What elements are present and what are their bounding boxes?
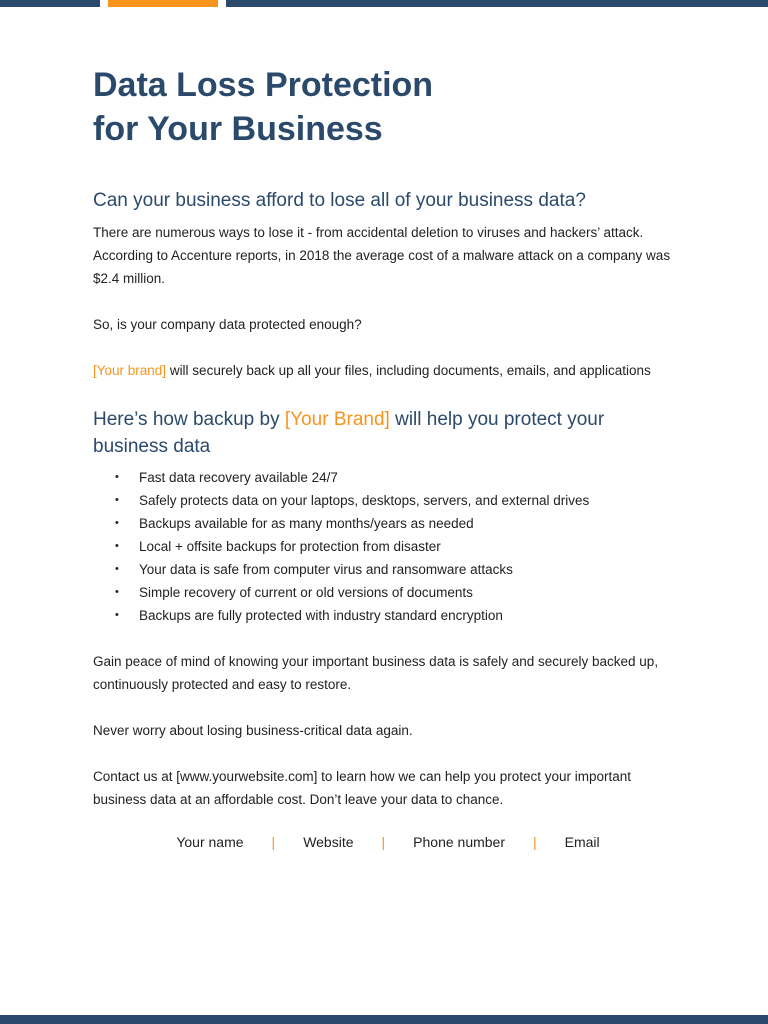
section-heading-afford: Can your business afford to lose all of your business data? bbox=[93, 190, 586, 211]
document-title bbox=[93, 63, 683, 151]
title-line-1: Data Loss Protection bbox=[93, 66, 434, 104]
footer-separator: | bbox=[381, 834, 386, 850]
list-item bbox=[115, 558, 683, 581]
heading-suffix: will help you protect your business data bbox=[93, 409, 605, 457]
top-decorative-bars bbox=[0, 0, 768, 8]
benefits-list bbox=[93, 466, 683, 627]
list-item bbox=[115, 489, 683, 512]
footer-email: Email bbox=[564, 834, 600, 850]
brand-placeholder: [Your brand] bbox=[93, 363, 167, 378]
top-bar-right bbox=[226, 0, 768, 7]
list-item bbox=[115, 512, 683, 535]
footer-your-name: Your name bbox=[176, 834, 244, 850]
list-item-text: Local + offsite backups for protection from disaster bbox=[139, 539, 441, 554]
footer-separator: | bbox=[533, 834, 537, 850]
bullet-icon: • bbox=[115, 471, 119, 483]
bullet-icon: • bbox=[115, 563, 119, 575]
bullet-icon: • bbox=[115, 609, 119, 621]
list-item-text: Your data is safe from computer virus and ransomware attacks bbox=[139, 562, 513, 577]
list-item bbox=[115, 604, 683, 627]
list-item-text: Safely protects data on your laptops, desktops, servers, and external drives bbox=[139, 493, 590, 508]
brand-sentence: will securely back up all your files, including documents, emails, and applications bbox=[166, 363, 651, 378]
list-item-text: Backups are fully protected with industry standard encryption bbox=[139, 608, 503, 623]
list-item bbox=[115, 466, 683, 489]
list-item-text: Backups available for as many months/years as needed bbox=[139, 516, 474, 531]
heading-prefix: Here’s how backup by bbox=[93, 409, 285, 430]
list-item bbox=[115, 535, 683, 558]
list-item-text: Simple recovery of current or old versions of documents bbox=[139, 585, 473, 600]
top-bar-accent bbox=[108, 0, 218, 7]
footer-separator: | bbox=[271, 834, 276, 850]
list-item-text: Fast data recovery available 24/7 bbox=[139, 470, 338, 485]
peace-of-mind-paragraph: Gain peace of mind of knowing your important business data is safely and securely backed up, continuously protected and easy to restore. bbox=[93, 654, 659, 692]
title-line-2: for Your Business bbox=[93, 110, 383, 148]
footer-phone-number: Phone number bbox=[413, 834, 505, 850]
section-heading-backup bbox=[93, 406, 683, 460]
bullet-icon: • bbox=[115, 517, 119, 529]
brand-paragraph bbox=[93, 359, 683, 382]
never-worry-paragraph: Never worry about losing business-critical data again. bbox=[93, 723, 413, 738]
footer-website: Website bbox=[303, 834, 354, 850]
top-bar-left bbox=[0, 0, 100, 7]
bullet-icon: • bbox=[115, 494, 119, 506]
heading-brand-placeholder: [Your Brand] bbox=[284, 409, 390, 430]
question-paragraph: So, is your company data protected enough? bbox=[93, 317, 362, 332]
document-body bbox=[93, 63, 683, 850]
list-item bbox=[115, 581, 683, 604]
bullet-icon: • bbox=[115, 586, 119, 598]
bullet-icon: • bbox=[115, 540, 119, 552]
contact-paragraph: Contact us at [www.yourwebsite.com] to learn how we can help you protect your important business data at an affordable cost. Don’t leave your data to chance. bbox=[93, 769, 632, 807]
intro-paragraph: There are numerous ways to lose it - from accidental deletion to viruses and hackers’ attack. According to Accenture reports, in 2018 the average cost of a malware attack on a company was $2.4 million. bbox=[93, 225, 671, 286]
bottom-decorative-bar bbox=[0, 1015, 768, 1024]
contact-footer-row bbox=[93, 834, 683, 850]
